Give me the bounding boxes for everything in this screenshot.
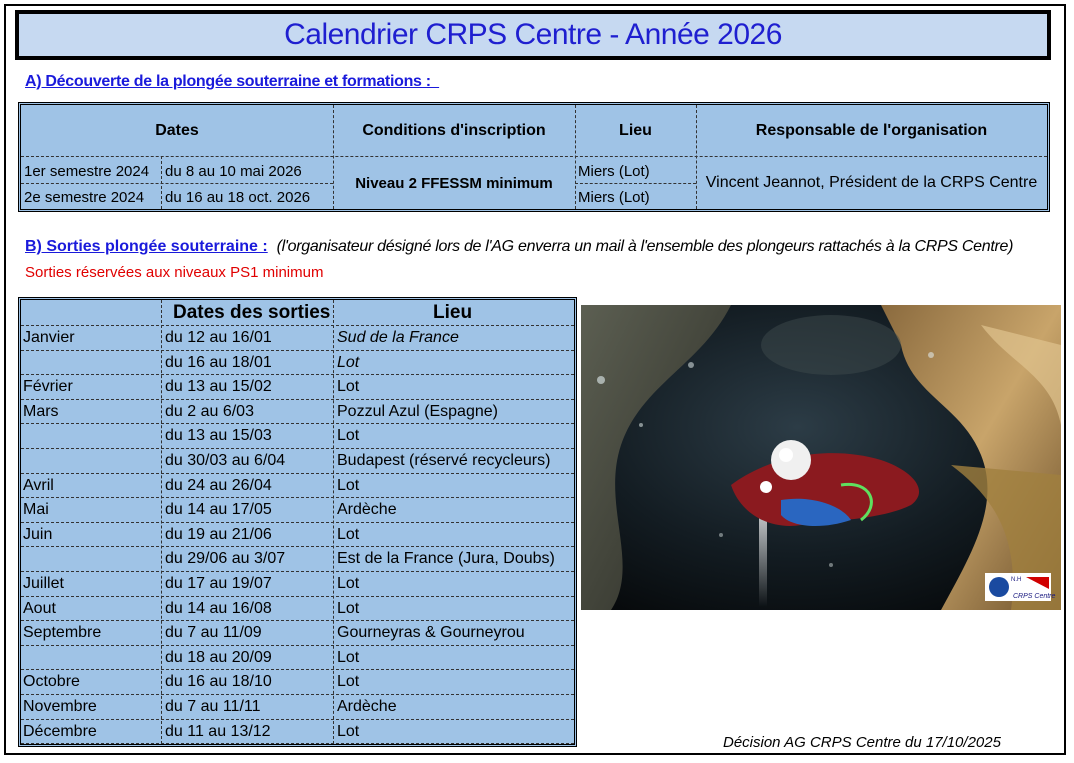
row-lieu: Ardèche [337,501,397,519]
row-lieu: Budapest (réservé recycleurs) [337,452,551,469]
table-header-row [21,300,574,326]
row-month: Septembre [23,624,102,642]
row-lieu: Sud de la France [337,329,459,346]
header-conditions: Conditions d'inscription [362,121,546,139]
table-row [21,547,574,572]
logo-text: CRPS Centre [1013,593,1056,600]
conditions-value: Niveau 2 FFESSM minimum [355,174,553,192]
row-lieu: Lot [337,525,360,543]
row-dates: du 7 au 11/11 [165,698,261,715]
row-lieu: Lot [337,378,360,396]
table-row [21,646,574,671]
restriction-note: Sorties réservées aux niveaux PS1 minimum [25,264,324,281]
header-dates-sorties: Dates des sorties [173,302,331,323]
responsable-value: Vincent Jeannot, Président de la CRPS Centre [705,174,1038,191]
header-dates: Dates [155,121,199,139]
row-dates: du 14 au 16/08 [165,599,272,617]
row-dates: du 13 au 15/03 [165,427,272,445]
col-divider [575,105,576,209]
row-month: Décembre [23,722,97,740]
row-dates: du 16 au 18/10 [165,673,272,691]
table-row [21,498,574,523]
row-lieu: Est de la France (Jura, Doubs) [337,550,555,568]
table-row [21,326,574,351]
row-lieu: Lot [337,722,360,740]
row-lieu: Gourneyras & Gourneyrou [337,624,525,642]
row-lieu: Ardèche [337,698,397,715]
row-month: Avril [23,476,54,494]
footnote: Décision AG CRPS Centre du 17/10/2025 [723,734,1001,751]
header-lieu: Lieu [619,121,652,139]
row-dates: du 11 au 13/12 [165,722,271,740]
table-row [21,400,574,425]
semestre-2: 2e semestre 2024 [24,188,145,206]
section-a-heading: A) Découverte de la plongée souterraine et formations : [25,73,440,90]
table-row [21,474,574,499]
row-lieu: Lot [337,599,360,617]
table-row [21,424,574,449]
table-row [21,375,574,400]
table-row [21,621,574,646]
header-lieu-sorties: Lieu [433,302,473,323]
row-lieu: Pozzul Azul (Espagne) [337,402,498,420]
lieu-2: Miers (Lot) [578,188,650,206]
row-dates: du 13 au 15/02 [165,378,272,396]
table-row [21,449,574,474]
row-month: Février [23,378,73,396]
table-row [21,351,574,376]
row-dates: du 30/03 au 6/04 [165,452,286,469]
header-responsable: Responsable de l'organisation [755,121,988,139]
table-row [21,670,574,695]
row-dates: du 29/06 au 3/07 [165,550,286,568]
row-month: Mars [23,402,59,420]
row-month: Aout [23,599,56,617]
section-b-note: (l'organisateur désigné lors de l'AG enverra un mail à l'ensemble des plongeurs rattachés à la CRPS Centre) [276,238,1014,255]
row-dates: du 19 au 21/06 [165,525,272,543]
date-1: du 8 au 10 mai 2026 [165,162,302,180]
row-dates: du 18 au 20/09 [165,648,272,666]
row-dates: du 16 au 18/01 [165,353,272,371]
row-month: Juin [23,525,53,543]
row-dates: du 12 au 16/01 [165,329,272,346]
row-month: Juillet [23,575,64,592]
row-month: Novembre [23,698,97,715]
row-month: Janvier [23,329,75,346]
table-row [21,720,574,745]
row-lieu: Lot [337,476,360,494]
row-dates: du 14 au 17/05 [165,501,272,519]
cave-photo-illustration [581,305,1061,610]
lieu-1: Miers (Lot) [578,162,650,180]
table-row [21,695,574,720]
row-month: Octobre [23,673,80,691]
cave-diver-photo [581,305,1061,610]
date-2: du 16 au 18 oct. 2026 [165,188,311,206]
table-row [21,523,574,548]
row-lieu: Lot [337,575,360,592]
row-lieu: Lot [337,427,360,445]
semestre-1: 1er semestre 2024 [24,162,150,180]
row-divider [575,183,696,184]
row-dates: du 24 au 26/04 [165,476,272,494]
sorties-table [18,297,577,747]
row-dates: du 2 au 6/03 [165,402,254,420]
logo-initials: N.H [1011,577,1022,583]
row-lieu: Lot [337,648,360,666]
formations-table [18,102,1050,212]
row-month: Mai [23,501,49,519]
row-lieu: Lot [337,353,360,371]
row-dates: du 7 au 11/09 [165,624,262,642]
section-b-heading [25,238,1013,256]
row-divider [21,183,333,184]
section-b-label: B) Sorties plongée souterraine : [25,238,268,255]
row-lieu: Lot [337,673,360,691]
table-row [21,572,574,597]
col-divider [161,156,162,209]
row-dates: du 17 au 19/07 [165,575,272,592]
table-row [21,597,574,622]
page-title: Calendrier CRPS Centre - Année 2026 [284,18,782,51]
title-banner [15,10,1051,60]
